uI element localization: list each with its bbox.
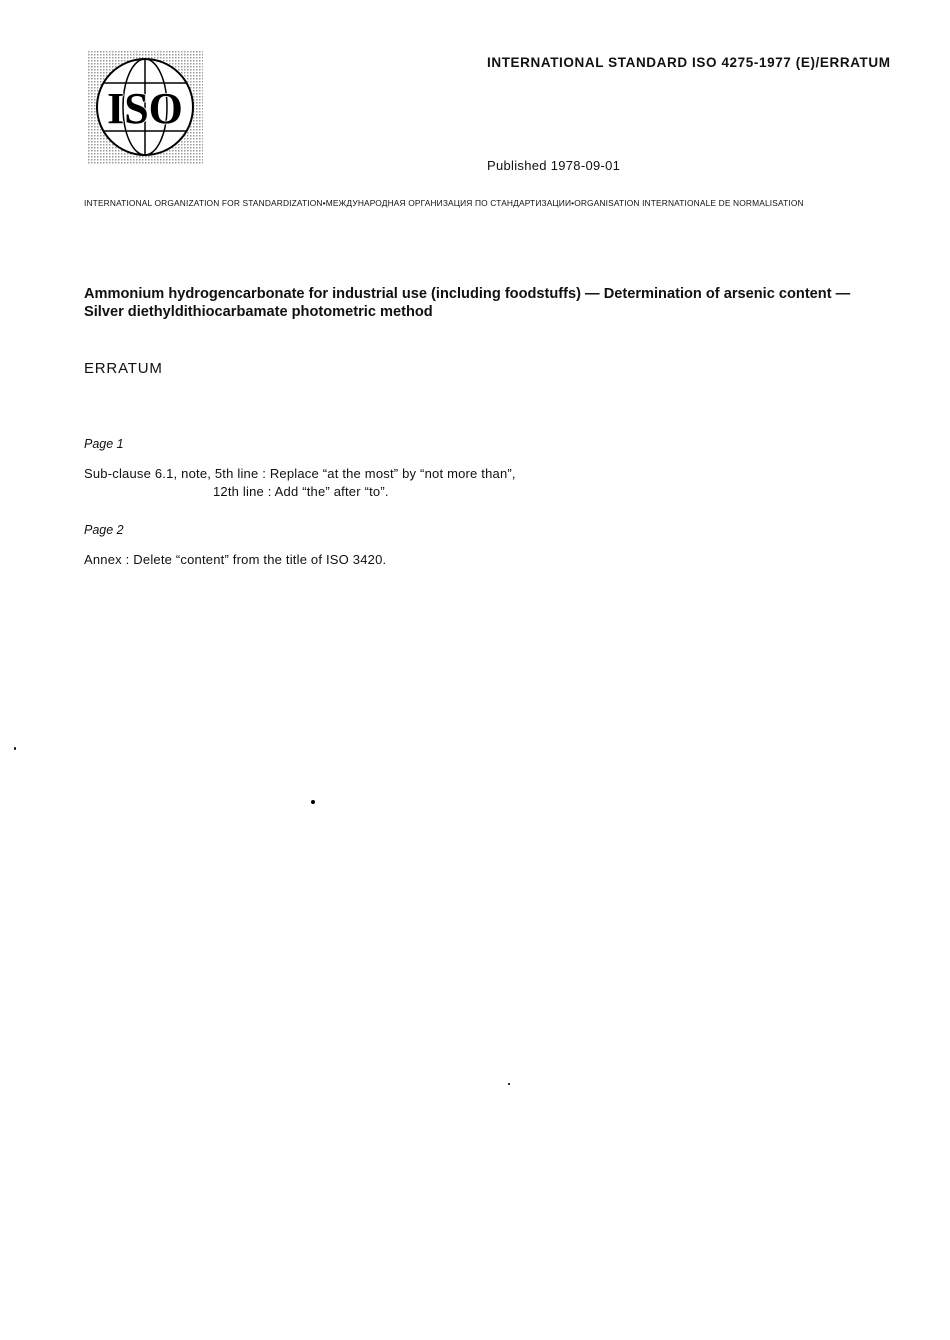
erratum-heading: ERRATUM (84, 360, 163, 377)
title-line-2: Silver diethyldithiocarbamate photometric method (84, 304, 433, 320)
document-title (84, 285, 850, 321)
standard-number: INTERNATIONAL STANDARD ISO 4275-1977 (E)/ERRATUM (487, 55, 891, 70)
title-line-1: Ammonium hydrogencarbonate for industrial use (including foodstuffs) — Determination of arsenic content — (84, 286, 851, 302)
correction-line: 12th line : Add “the” after “to”. (213, 484, 389, 499)
published-date: Published 1978-09-01 (487, 158, 621, 173)
correction-line: Annex : Delete “content” from the title of ISO 3420. (84, 552, 387, 567)
page-2-heading: Page 2 (84, 523, 124, 537)
scan-speck (311, 800, 315, 804)
correction-line: Sub-clause 6.1, note, 5th line : Replace “at the most” by “not more than”, (84, 466, 516, 481)
page-1-heading: Page 1 (84, 437, 124, 451)
organization-banner: INTERNATIONAL ORGANIZATION FOR STANDARDIZATION•МЕЖДУНАРОДНАЯ ОРГАНИЗАЦИЯ ПО СТАНДАРТИЗАЦИИ•ORGANISATION INTERNATIONALE DE NORMALISATION (84, 198, 804, 208)
scan-speck (14, 747, 16, 750)
svg-text:ISO: ISO (107, 84, 183, 133)
scan-speck (508, 1083, 510, 1085)
iso-logo (88, 51, 203, 164)
